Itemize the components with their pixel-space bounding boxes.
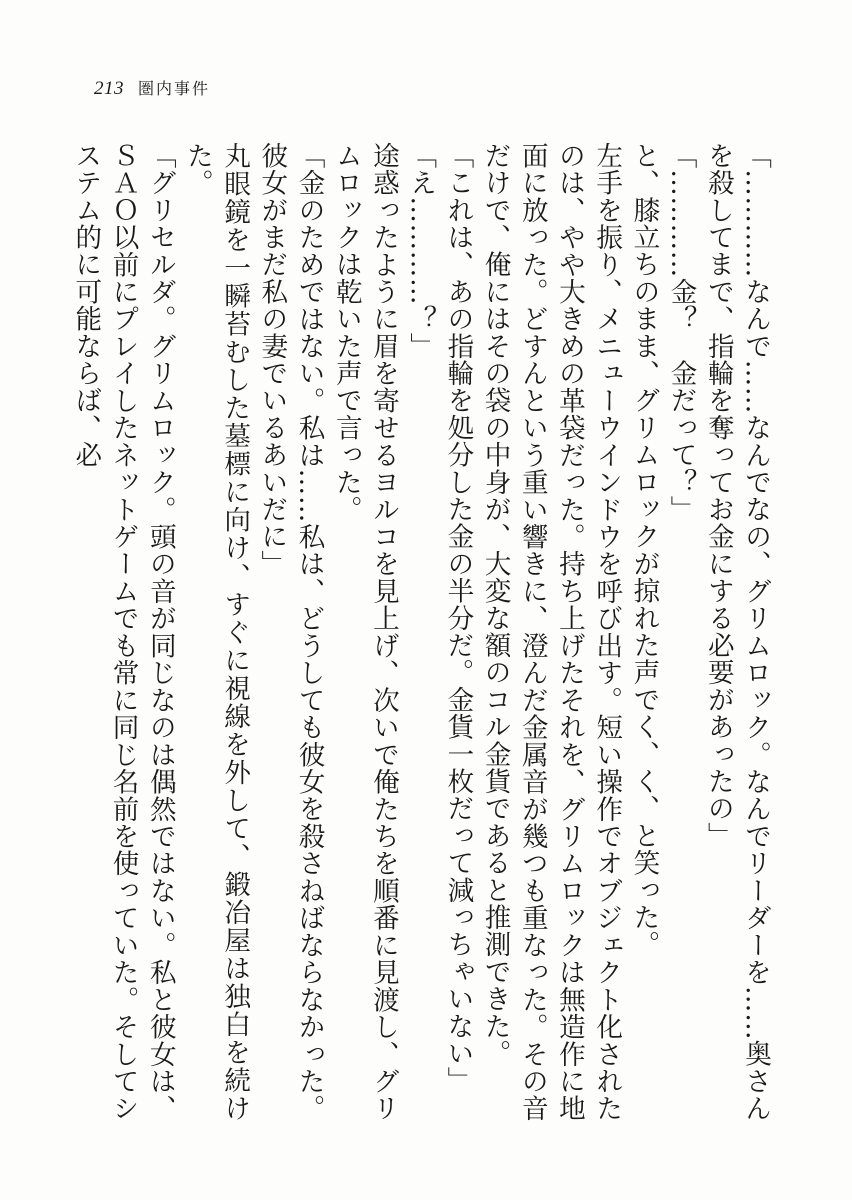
chapter-title: 圏内事件 [138,81,211,98]
paragraph: 「グリセルダ。グリムロック。頭の音が同じなのは偶然ではない。私と彼女は、ＳＡＯ以前にプレイしたネットゲームでも常に同じ名前を使っていた。そしてシステム的に可能ならば、必 [70,142,176,1122]
vertical-body-text [70,142,774,1122]
paragraph: 「…………なんで……なんでなの、グリムロック。なんでリーダーを……奥さんを殺してまで、指輪を奪ってお金にする必要があったの」 [702,142,771,1122]
paragraph: 左手を振り、メニューウインドウを呼び出す。短い操作でオブジェクト化されたのは、やや大きめの革袋だった。持ち上げたそれを、グリムロックは無造作に地面に放った。どすんという重い響きに、澄んだ金属音が幾つも重なった。その音だけで、俺にはその袋の中身が、大変な額のコル金貨であると推測できた。 [479,142,623,1122]
paragraph: 「…………金？ 金だって？」 [665,142,697,523]
paragraph: 「え…………？」 [405,142,437,360]
paragraph: 途惑ったように眉を寄せるヨルコを見上げ、次いで俺たちを順番に見渡し、グリムロックは乾いた声で言った。 [330,142,399,1122]
running-header [94,76,210,100]
paragraph: 「金のためではない。私は……私は、どうしても彼女を殺さねばならなかった。彼女がまだ私の妻でいるあいだに」 [256,142,325,1122]
page-number: 213 [94,78,124,99]
paragraph: 丸眼鏡を一瞬苔むした墓標に向け、すぐに視線を外して、鍛冶屋は独白を続けた。 [181,142,251,1122]
paragraph: 「これは、あの指輪を処分した金の半分だ。金貨一枚だって減っちゃいない」 [442,142,474,1094]
paragraph: と、膝立ちのまま、グリムロックが掠れた声でく、く、と笑った。 [628,142,660,958]
